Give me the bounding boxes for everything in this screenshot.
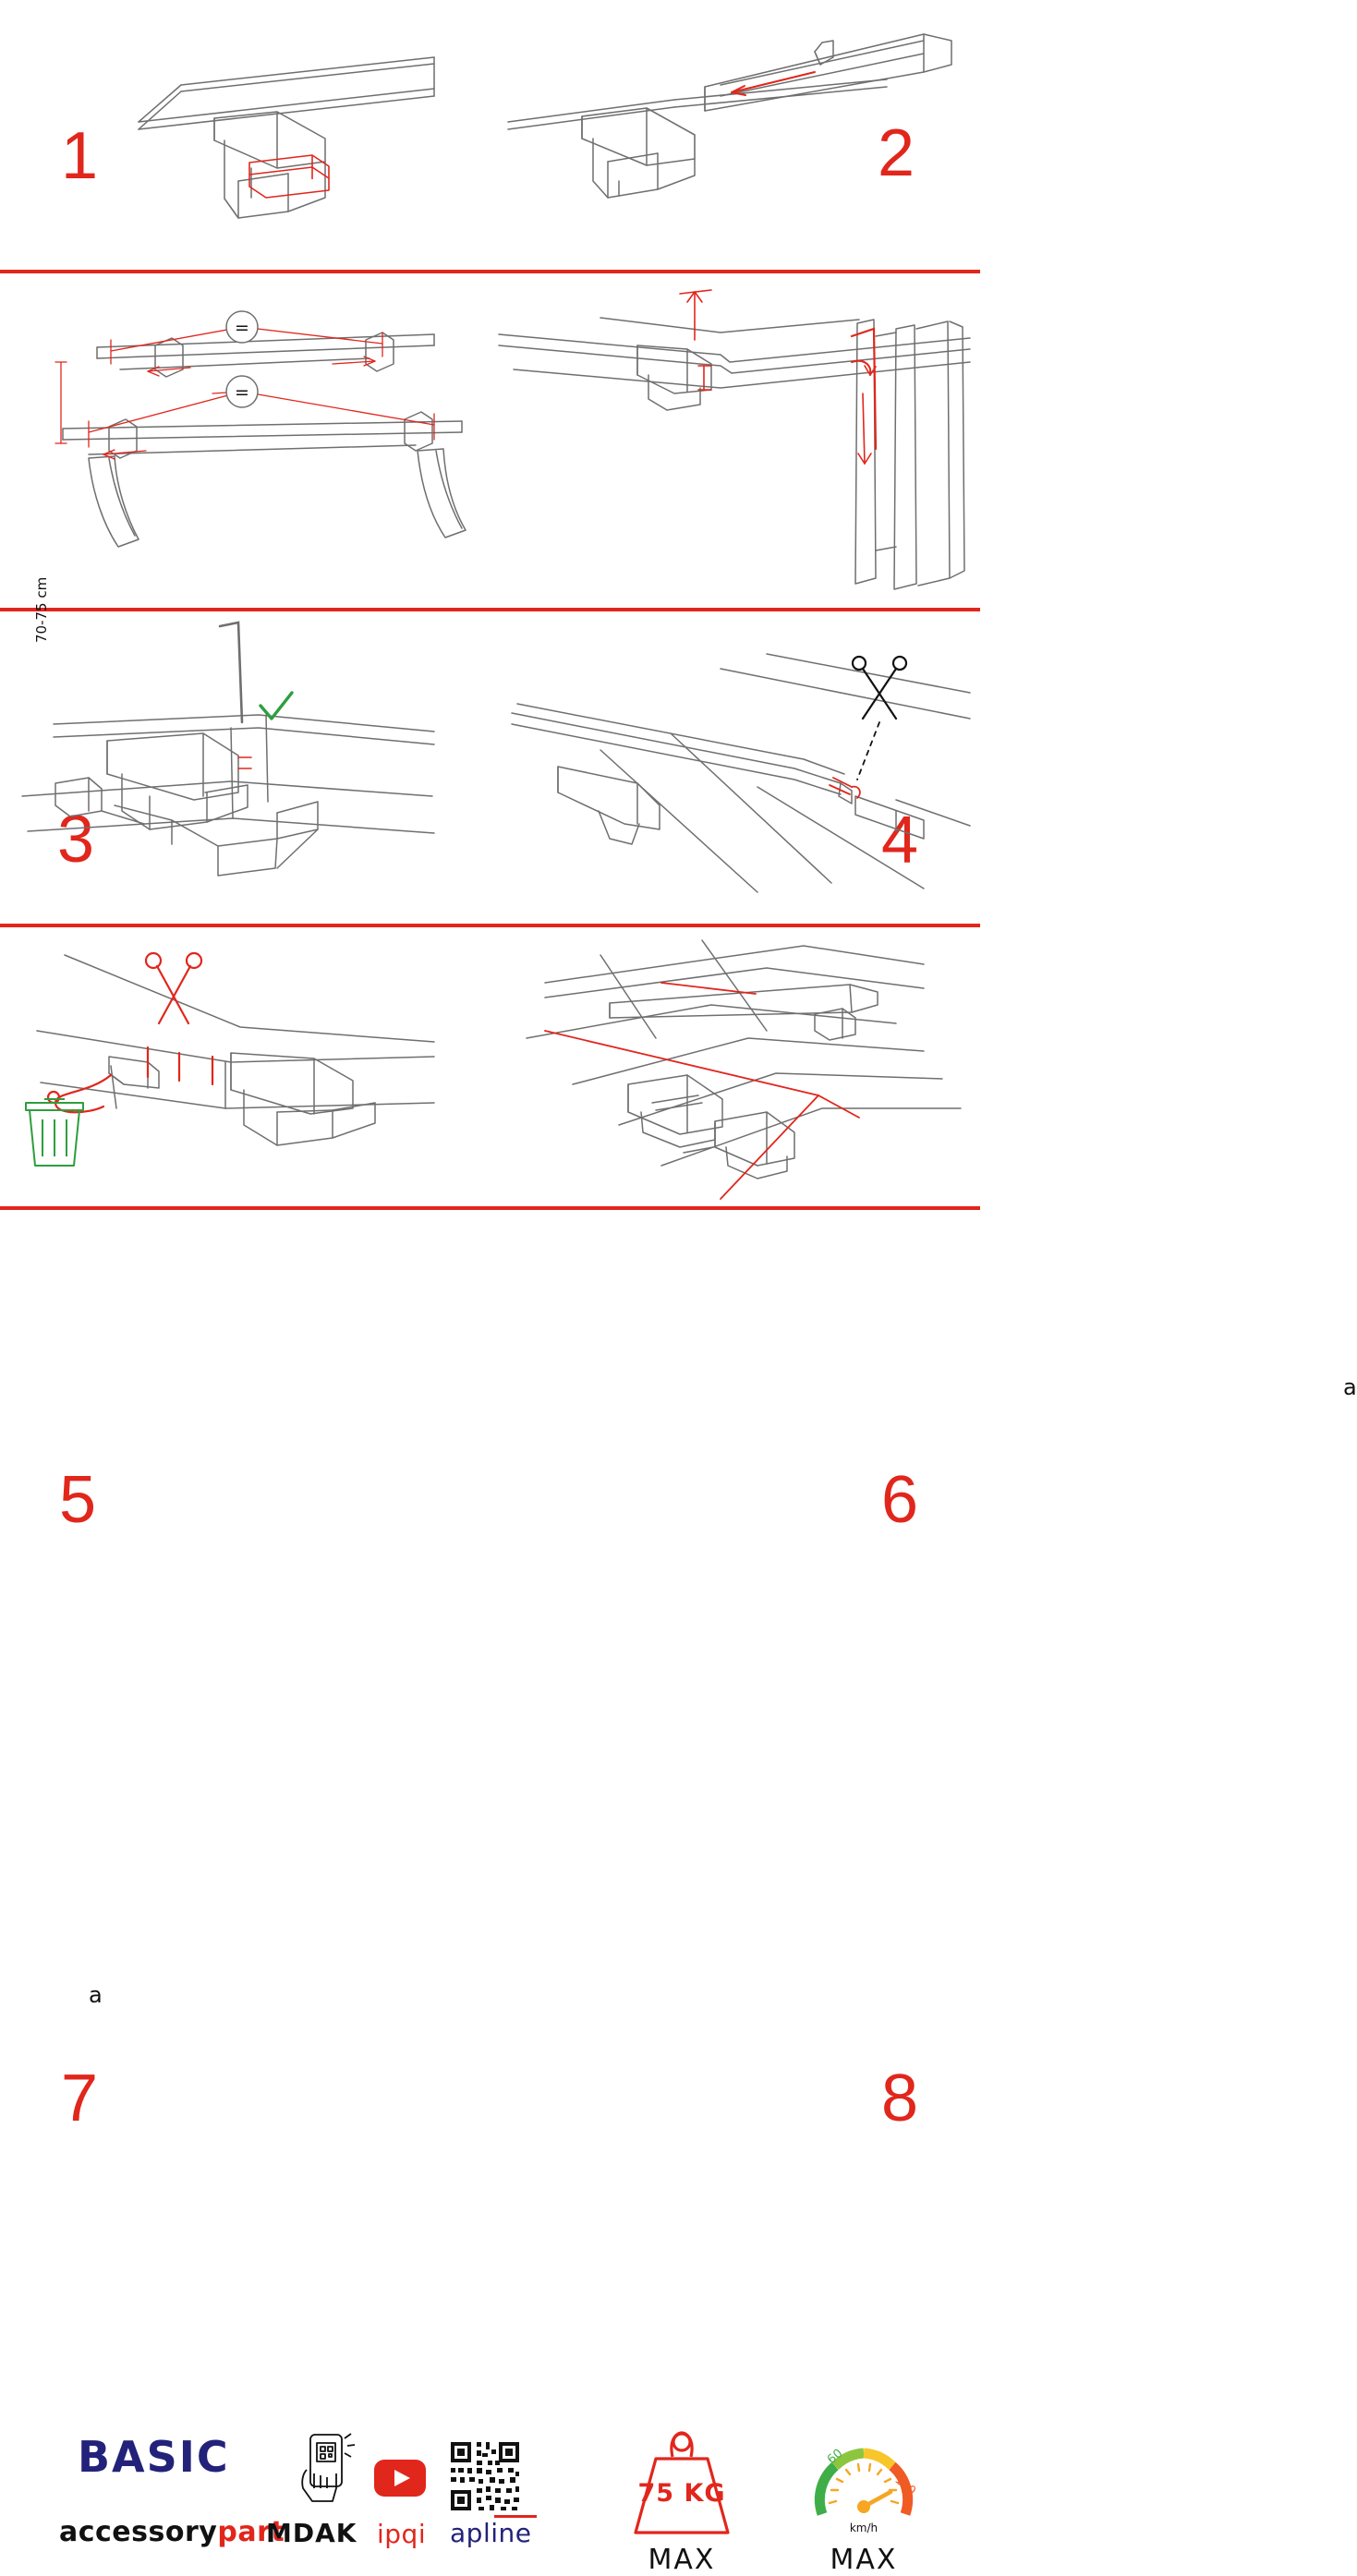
step-panel-3	[0, 273, 490, 877]
step-number-3: 3	[57, 803, 95, 877]
step-5-illustration	[0, 611, 490, 924]
step-number-6: 6	[881, 1463, 919, 1537]
crossbar-spacing-label: 70-75 cm	[33, 576, 50, 643]
part-label-a-step6: a	[1343, 1374, 1357, 1400]
step-7-illustration	[0, 927, 490, 1206]
brand-accessory-text: accessory	[59, 2516, 218, 2548]
step-panel-4	[490, 273, 980, 877]
brand-footer	[0, 1206, 980, 2576]
svg-text:=: =	[235, 382, 249, 403]
step-panel-8	[490, 927, 980, 2135]
step-number-5: 5	[59, 1463, 97, 1537]
part-label-a-step7: a	[89, 1982, 103, 2008]
step-number-1: 1	[61, 119, 99, 193]
speed-unit-label: km/h	[849, 2522, 878, 2534]
svg-text:120: 120	[891, 2473, 919, 2499]
step-panel-6	[490, 611, 1357, 1537]
step-panel-2	[490, 0, 980, 270]
step-panel-7	[0, 927, 490, 2135]
step-number-8: 8	[881, 2062, 919, 2135]
step-4-illustration	[490, 273, 980, 608]
brand-apline-line: line	[482, 2518, 532, 2548]
svg-text:60: 60	[824, 2446, 846, 2468]
step-number-4: 4	[881, 804, 919, 877]
max-speed-label: MAX	[830, 2544, 898, 2576]
qr-code-icon[interactable]	[449, 2440, 521, 2512]
step-panel-1	[0, 0, 490, 270]
brand-ipqi: ipqi	[377, 2519, 427, 2549]
scan-phone-icon	[292, 2433, 358, 2510]
step-number-7: 7	[61, 2062, 99, 2135]
max-load-label: MAX	[648, 2544, 716, 2576]
youtube-icon[interactable]	[373, 2459, 427, 2497]
step-3-illustration	[0, 273, 490, 608]
brand-part-text: part	[217, 2516, 285, 2548]
brand-apline-ap: ap	[450, 2518, 483, 2548]
brand-basic: BASIC	[78, 2432, 230, 2482]
step-panel-5	[0, 611, 490, 1537]
brand-accessorypart	[59, 2516, 285, 2548]
max-load-value: 75 KG	[637, 2479, 726, 2508]
step-6-illustration	[490, 611, 980, 924]
step-number-2: 2	[878, 116, 915, 190]
brand-apline	[450, 2518, 531, 2548]
step-8-illustration	[490, 927, 980, 1206]
svg-text:=: =	[235, 318, 249, 338]
brand-mdak: MDAK	[266, 2518, 357, 2548]
